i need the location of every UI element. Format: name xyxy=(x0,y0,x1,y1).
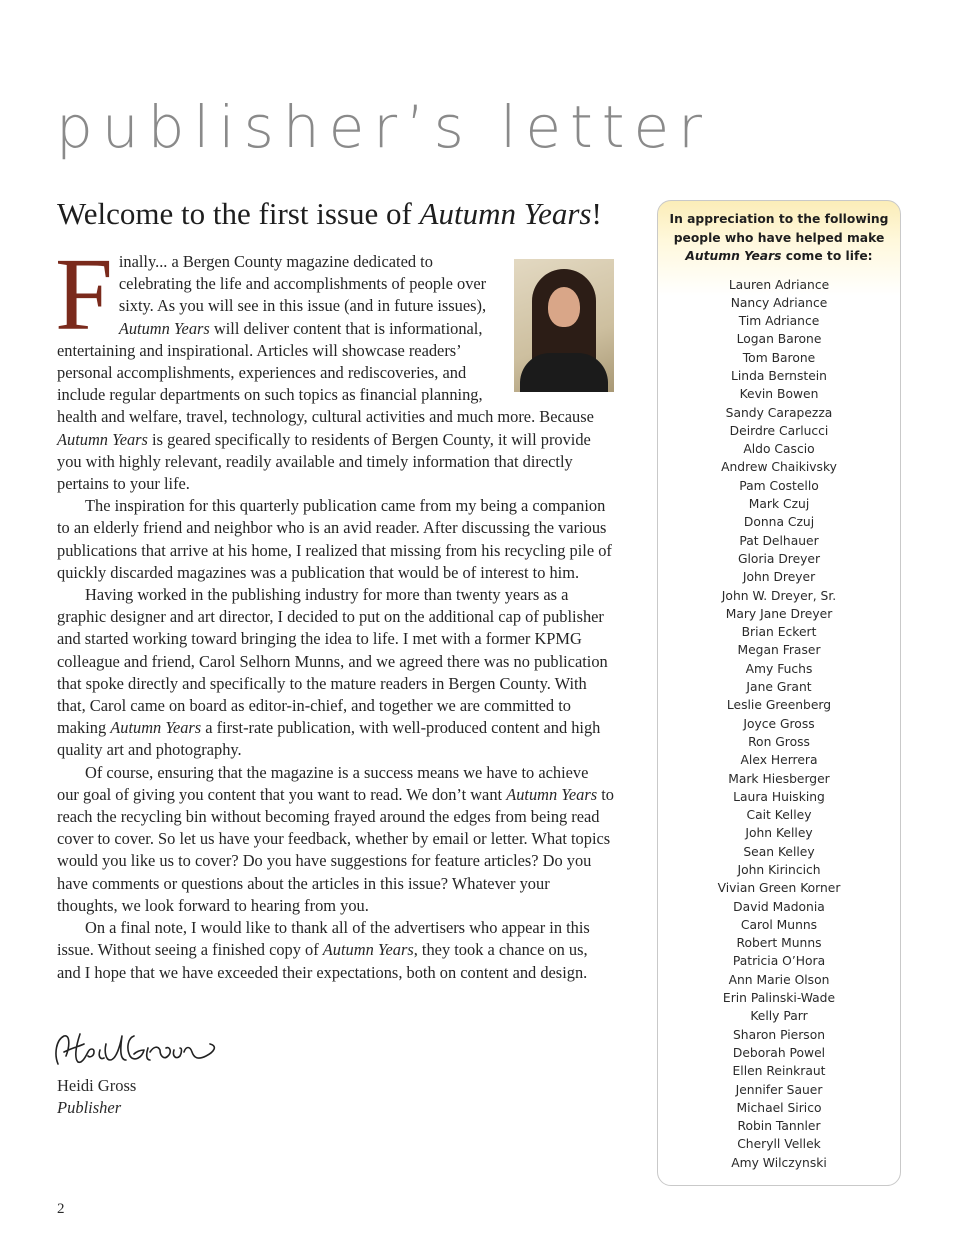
contributor-name: Tom Barone xyxy=(742,350,816,365)
contributor-name: Laura Huisking xyxy=(733,789,825,804)
contributor-name: Carol Munns xyxy=(740,917,818,932)
text-run: is geared specifically to residents of Bergen County, it will provide you with highly relevant, readily available and timely information that directly pertains to your life. xyxy=(57,429,591,494)
text-run: On a final note, I would like to thank all of the advertisers who appear in this issue. Without seeing a finished copy of xyxy=(57,918,590,960)
contributor-name: Sean Kelley xyxy=(743,844,815,859)
sidebar-heading-suffix: come to life: xyxy=(781,249,873,263)
contributor-name: Linda Bernstein xyxy=(731,368,827,383)
contributor-name: Sandy Carapezza xyxy=(725,405,833,420)
article-paragraph-3 xyxy=(57,584,614,762)
magazine-title-italic: Autumn Years xyxy=(322,940,414,960)
publisher-photo xyxy=(514,259,614,392)
section-masthead: publisher’s letter xyxy=(56,93,712,161)
contributor-name: Mary Jane Dreyer xyxy=(725,606,833,621)
sidebar-heading-line-2: people who have helped make xyxy=(673,230,885,245)
contributor-name: Ellen Reinkraut xyxy=(732,1064,826,1079)
contributor-names-list xyxy=(658,276,900,1173)
contributor-name: Ann Marie Olson xyxy=(728,972,830,987)
contributor-name: Patricia O’Hora xyxy=(732,954,826,969)
contributor-name: Alex Herrera xyxy=(740,753,818,768)
contributor-name: Cait Kelley xyxy=(746,808,812,823)
contributor-name: Joyce Gross xyxy=(743,716,815,731)
contributor-name: Kelly Parr xyxy=(750,1009,808,1024)
contributor-name: Jane Grant xyxy=(746,680,812,695)
contributor-name: Sharon Pierson xyxy=(732,1027,826,1042)
contributor-name: Lauren Adriance xyxy=(728,277,830,292)
contributor-name: Andrew Chaikivsky xyxy=(721,460,837,475)
contributor-name: Logan Barone xyxy=(736,332,822,347)
paragraph-text xyxy=(57,496,612,582)
contributor-name: John Kelley xyxy=(745,826,813,841)
contributor-name: Gloria Dreyer xyxy=(737,551,821,566)
contributor-name: Mark Czuj xyxy=(748,497,810,512)
contributor-name: Amy Wilczynski xyxy=(731,1155,827,1170)
contributor-name: Robin Tannler xyxy=(737,1119,821,1134)
handwritten-signature xyxy=(50,1026,230,1070)
magazine-title-italic: Autumn Years xyxy=(506,784,598,804)
drop-cap: F xyxy=(55,237,113,352)
contributor-name: Deirdre Carlucci xyxy=(729,423,829,438)
contributor-name: John W. Dreyer, Sr. xyxy=(721,588,837,603)
sidebar-magazine-title: Autumn Years xyxy=(685,249,782,263)
text-run: Of course, ensuring that the magazine is a success means we have to achieve our goal of giving you content that you want to read. We don’t want xyxy=(57,762,589,804)
contributor-name: Mark Hiesberger xyxy=(728,771,830,786)
contributor-name: Donna Czuj xyxy=(743,515,815,530)
contributor-name: Megan Fraser xyxy=(737,643,821,658)
contributor-name: David Madonia xyxy=(733,899,825,914)
article-paragraph-2 xyxy=(57,495,614,584)
text-run: to reach the recycling bin without becoming frayed around the edges from being read cover to cover. So let us have your feedback, whether by email or letter. What topics would you like us to cover? Do you have suggestions for feature articles? Do you have comments or questions about the articles in this issue? Whatever your thoughts, we look forward to hearing from you. xyxy=(57,784,614,915)
contributor-name: Robert Munns xyxy=(736,936,822,951)
text-run: , they took a chance on us, and I hope that we have exceeded their expectations, both on content and design. xyxy=(57,940,588,982)
contributor-name: Amy Fuchs xyxy=(745,661,813,676)
contributor-name: Kevin Bowen xyxy=(739,387,819,402)
paragraph-text xyxy=(57,918,590,981)
contributor-name: Aldo Cascio xyxy=(743,442,815,457)
signature-title: Publisher xyxy=(57,1098,122,1117)
text-run: inally... a Bergen County magazine dedicated to celebrating the life and accomplishments of people over sixty. As you will see in this issue (and in future issues), xyxy=(118,252,487,316)
sidebar-heading-line-1: In appreciation to the following xyxy=(669,212,889,226)
article-paragraph-5 xyxy=(57,917,614,984)
headline-suffix: ! xyxy=(591,196,602,231)
paragraph-text xyxy=(57,585,608,759)
signature-name: Heidi Gross xyxy=(57,1076,137,1095)
magazine-title-italic: Autumn Years xyxy=(118,318,210,338)
contributor-name: Pam Costello xyxy=(739,478,819,493)
contributor-name: Cheryll Vellek xyxy=(737,1137,821,1152)
magazine-title-italic: Autumn Years xyxy=(110,718,202,738)
text-run: Having worked in the publishing industry for more than twenty years as a graphic designer and art director, I decided to put on the additional cap of publisher and started working toward bringing the idea to life. I met with a former KPMG colleague and friend, Carol Selhorn Munns, and we agreed there was no publication that spoke directly and specifically to the mature readers in Bergen County. With that, Carol came on board as editor-in-chief, and together we are committed to making xyxy=(57,585,608,738)
article-body xyxy=(55,237,614,984)
article-paragraph-4 xyxy=(57,762,614,917)
contributor-name: Michael Sirico xyxy=(736,1100,822,1115)
contributor-name: John Kirincich xyxy=(737,863,821,877)
contributor-name: Leslie Greenberg xyxy=(726,698,832,713)
contributor-name: Pat Delhauer xyxy=(739,533,819,548)
contributor-name: John Dreyer xyxy=(742,570,816,585)
contributor-name: Vivian Green Korner xyxy=(717,881,841,896)
paragraph-text xyxy=(57,763,614,915)
contributor-name: Tim Adriance xyxy=(738,314,820,329)
sidebar-heading xyxy=(666,210,892,266)
headline-magazine-title: Autumn Years xyxy=(419,196,592,231)
headline-prefix: Welcome to the first issue of xyxy=(57,196,420,231)
headline xyxy=(57,196,627,232)
contributor-name: Erin Palinski-Wade xyxy=(722,991,836,1006)
text-run: The inspiration for this quarterly publication came from my being a companion to an elderly friend and neighbor who is an avid reader. After discussing the various publications that arrive at his home, I realized that missing from his recycling pile of quickly discarded magazines was a publication that would be of interest to him. xyxy=(57,496,612,582)
magazine-title-italic: Autumn Years xyxy=(57,429,148,449)
text-run: a first-rate publication, with well-produced content and high quality art and photography. xyxy=(57,718,601,760)
contributor-name: Brian Eckert xyxy=(741,625,817,640)
contributor-name: Ron Gross xyxy=(748,734,810,749)
acknowledgements-sidebar xyxy=(657,200,901,1186)
contributor-name: Nancy Adriance xyxy=(730,295,828,310)
text-run: will deliver content that is informational, entertaining and inspirational. Articles will showcase readers’ personal accomplishments, experiences and rediscoveries, and include regular departments on such topics as financial planning, health and welfare, travel, technology, cultural activities and much more. Because xyxy=(57,318,594,427)
page-number: 2 xyxy=(57,1201,65,1217)
contributor-name: Deborah Powel xyxy=(732,1045,826,1060)
sidebar-heading-line-3 xyxy=(666,247,892,266)
contributor-name: Jennifer Sauer xyxy=(735,1082,823,1097)
